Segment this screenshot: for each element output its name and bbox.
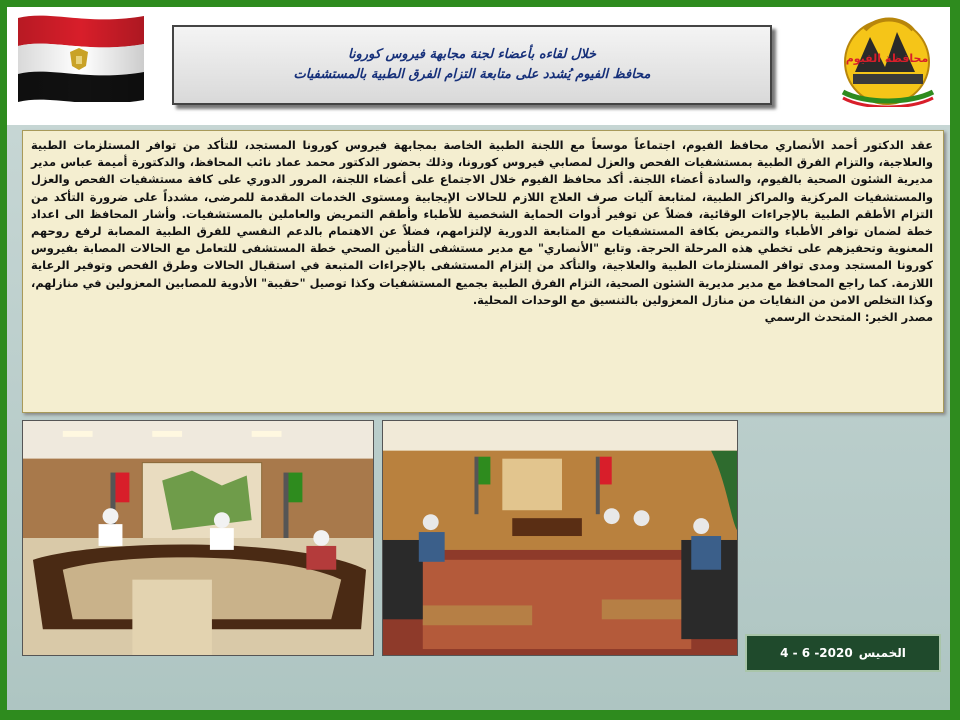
date-badge: [745, 634, 941, 672]
article-body: [22, 130, 944, 413]
meeting-photo-1: [22, 420, 374, 656]
logo-text: محافظة الفيوم: [845, 52, 929, 65]
headline-box: [172, 25, 772, 105]
article-paragraph: عقد الدكتور أحمد الأنصاري محافظ الفيوم، اجتماعاً موسعاً مع اللجنة الطبية الخاصة بمجابهة فيروس كورونا المستجد، للتأكد من توافر المستلزمات الطبية والعلاجية، والتزام الفرق الطبية بمستشفيات الفحص والعزل لمصابي فيروس كورونا، وذلك بحضور الدكتور محمد عماد نائب المحافظ، والدكتورة أميمة عباس مدير مديرية الشئون الصحية بالفيوم، والسادة أعضاء اللجنة. أكد محافظ الفيوم خلال الاجتماع على أعضاء اللجنة، المرور الدوري على كافة مستشفيات الفحص والعزل والمستشفيات المركزية والمراكز الطبية، لمتابعة آليات صرف العلاج اللازم للحالات الإيجابية ومستوى الخدمات المقدمة للمرضى، مشدداً على ضرورة التأكد من التزام الأطقم الطبية بالإجراءات الوقائية، فضلاً عن توفير أدوات الحماية الشخصية للأطباء وأطقم التمريض والعاملين بالمستشفيات. وأشار المحافظ الى اعداد خطة لضمان توافر الأطباء والتمريض بكافة المستشفيات مع المتابعة الدورية لإلتزامهم، فضلاً عن الاهتمام بالدعم النفسي للفرق الطبية المصابة لرفع روحهم المعنوية وتحفيزهم على تخطي هذه المرحلة الحرجة. وتابع "الأنصاري" مع مدير مستشفى التأمين الصحي خطة المستشفى للتعامل مع الحالات المصابة بفيروس كورونا المستجد ومدى توافر المستلزمات الطبية والعلاجية، والتأكد من إلتزام المستشفى بالإجراءات المتبعة في استقبال الحالات وطرق الفحص وتوفير الرعاية اللازمة. كما راجع المحافظ مع مدير مديرية الشئون الصحية، التزام الفرق الطبية بجميع المستشفيات وكذا توصيل "حقيبة" الأدوية للمصابين المعزولين في منازلهم، وكذا التخلص الامن من النفايات من منازل المعزولين بالتنسيق مع الوحدات المحلية.: [31, 138, 933, 307]
meeting-photo-2: [382, 420, 738, 656]
date-value: 4 - 6 -2020: [780, 646, 853, 660]
governorate-logo: [835, 12, 940, 107]
egypt-flag-image: [16, 12, 146, 102]
article-source: مصدر الخبر: المتحدث الرسمي: [764, 310, 933, 325]
headline-line-2: محافظ الفيوم يُشدد على متابعة التزام الفرق الطبية بالمستشفيات: [293, 67, 651, 82]
date-day: الخميس: [858, 646, 906, 660]
headline-line-1: خلال لقاءه بأعضاء لجنة مجابهة فيروس كورونا: [347, 47, 597, 62]
